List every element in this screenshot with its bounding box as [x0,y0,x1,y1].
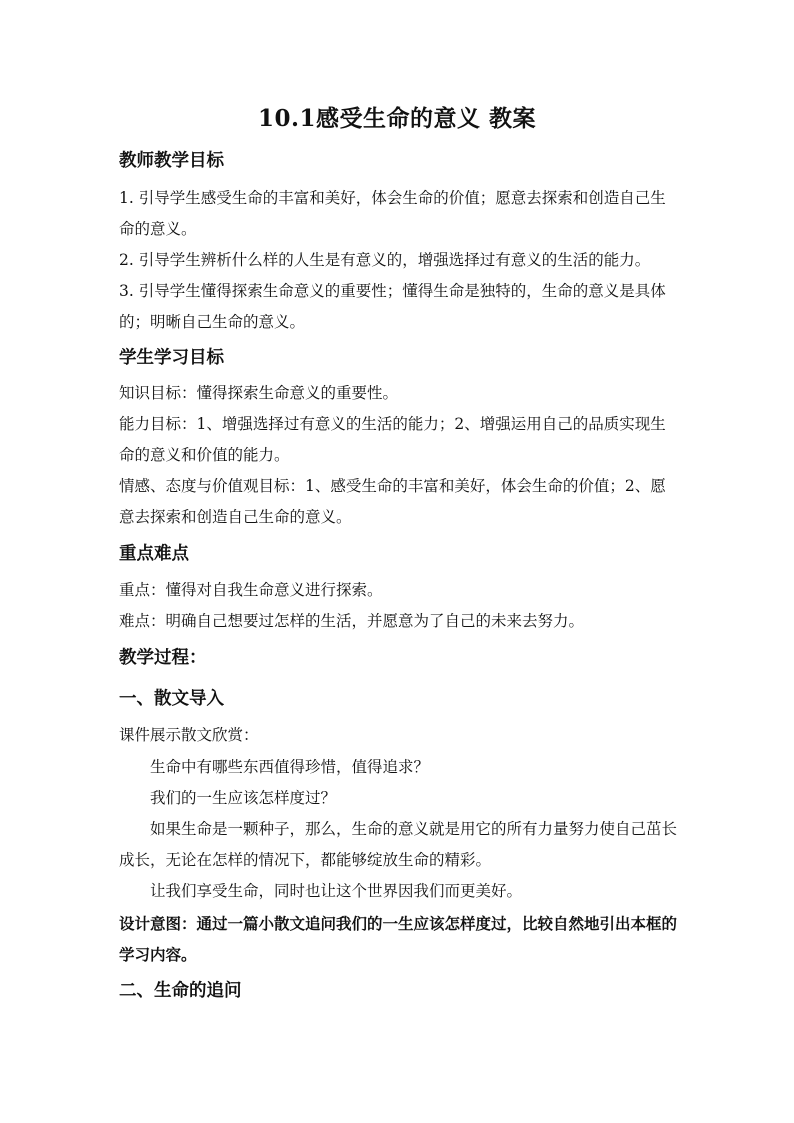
student-goal-knowledge: 知识目标：懂得探索生命意义的重要性。 [119,384,399,402]
process-heading: 教学过程： [119,648,207,668]
prose-line-3: 如果生命是一颗种子，那么，生命的意义就是用它的所有力量努力使自己茁长成长，无论在怎样的情况下，都能够绽放生命的精彩。 [119,820,678,869]
teacher-goals-heading: 教师教学目标 [119,151,224,171]
teacher-goal-3: 3. 引导学生懂得探索生命意义的重要性；懂得生命是独特的，生命的意义是具体的；明晰自己生命的意义。 [119,282,666,331]
prose-intro: 课件展示散文欣赏： [119,726,259,744]
section-2-heading: 二、生命的追问 [119,981,242,1001]
document-title: 10.1感受生命的意义 教案 [257,105,537,132]
student-goal-ability: 能力目标：1、增强选择过有意义的生活的能力；2、增强运用自己的品质实现生命的意义和价值的能力。 [119,415,666,464]
prose-line-4: 让我们享受生命，同时也让这个世界因我们而更美好。 [150,882,523,900]
key-point: 重点：懂得对自我生命意义进行探索。 [119,581,383,599]
student-goal-emotion: 情感、态度与价值观目标：1、感受生命的丰富和美好，体会生命的价值；2、愿意去探索和创造自己生命的意义。 [119,477,666,526]
key-points-heading: 重点难点 [119,544,189,564]
teacher-goal-2: 2. 引导学生辨析什么样的人生是有意义的，增强选择过有意义的生活的能力。 [119,251,651,269]
design-intent: 设计意图：通过一篇小散文追问我们的一生应该怎样度过，比较自然地引出本框的学习内容。 [119,914,678,964]
teacher-goal-1: 1. 引导学生感受生命的丰富和美好，体会生命的价值；愿意去探索和创造自己生命的意义。 [119,189,666,238]
section-1-heading: 一、散文导入 [119,689,224,709]
difficult-point: 难点：明确自己想要过怎样的生活，并愿意为了自己的未来去努力。 [119,612,585,630]
prose-line-1: 生命中有哪些东西值得珍惜，值得追求？ [150,758,430,776]
student-goals-heading: 学生学习目标 [119,348,224,368]
prose-line-2: 我们的一生应该怎样度过？ [150,789,337,807]
